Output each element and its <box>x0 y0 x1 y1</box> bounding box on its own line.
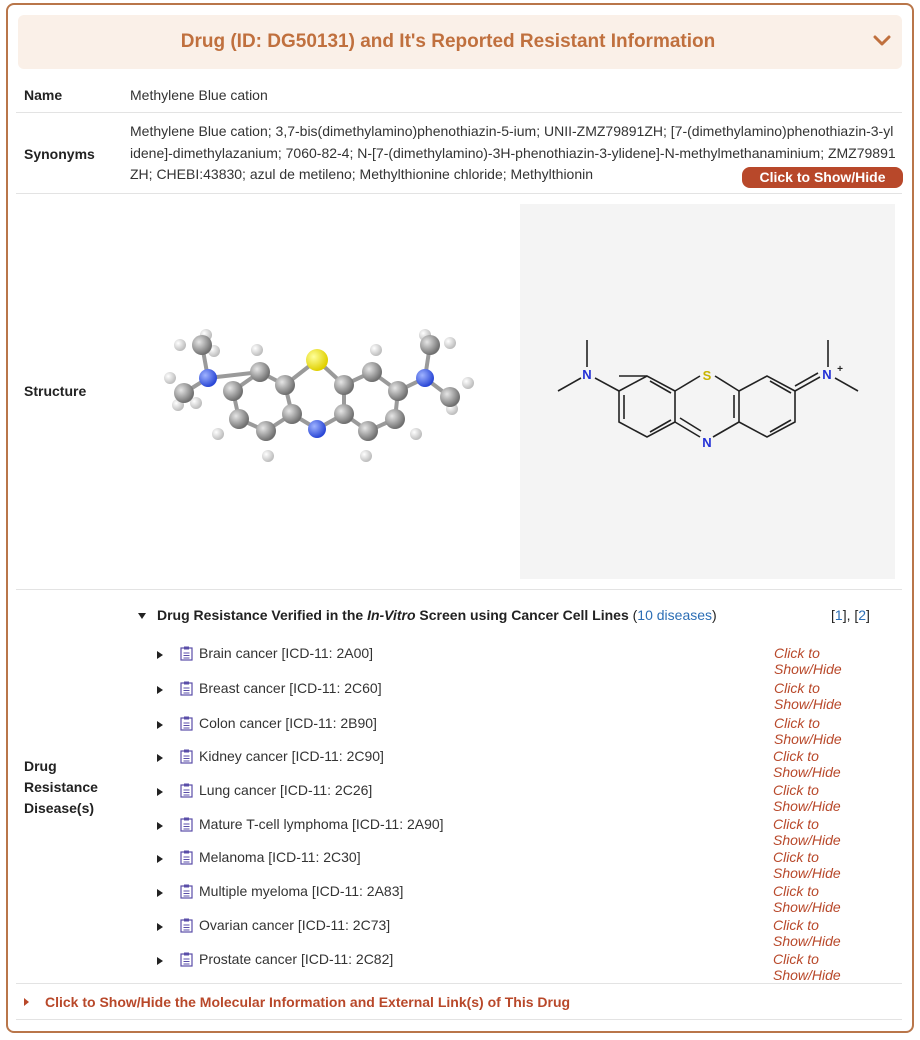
ref-link-2[interactable]: 2 <box>858 607 867 623</box>
disease-toggle-link[interactable]: Click to Show/Hide <box>773 816 841 848</box>
divider <box>16 1019 902 1020</box>
caret-right-icon[interactable] <box>157 686 163 694</box>
document-icon <box>180 749 193 764</box>
document-icon <box>180 952 193 967</box>
disease-toggle-link[interactable]: Click to Show/Hide <box>773 883 841 915</box>
caret-right-icon[interactable] <box>157 957 163 965</box>
document-icon <box>180 817 193 832</box>
ref-bracket: [ <box>854 607 859 623</box>
divider <box>16 193 902 194</box>
ref-bracket: ], <box>842 607 855 623</box>
disease-row[interactable] <box>157 680 887 712</box>
disease-row[interactable] <box>157 645 887 677</box>
synonyms-toggle-button[interactable]: Click to Show/Hide <box>742 167 903 188</box>
resistance-label-line: Disease(s) <box>24 800 95 816</box>
disease-toggle-link[interactable]: Click to Show/Hide <box>773 917 841 949</box>
disease-row[interactable] <box>157 849 887 881</box>
disease-name: Ovarian cancer [ICD-11: 2C73] <box>199 917 391 933</box>
document-icon <box>180 681 193 696</box>
chevron-down-icon[interactable] <box>872 33 892 49</box>
disease-name: Colon cancer [ICD-11: 2B90] <box>199 715 377 731</box>
ref-bracket: [ <box>831 607 835 623</box>
document-icon <box>180 716 193 731</box>
caret-right-icon[interactable] <box>157 855 163 863</box>
disease-toggle-link[interactable]: Click to Show/Hide <box>774 645 842 677</box>
divider <box>16 983 902 984</box>
disease-count-link[interactable]: 10 diseases <box>637 607 713 623</box>
disease-row[interactable] <box>157 951 887 983</box>
document-icon <box>180 783 193 798</box>
section-title-emphasis: In-Vitro <box>367 607 416 623</box>
caret-down-icon[interactable] <box>138 613 146 619</box>
panel-header[interactable] <box>18 15 902 69</box>
structure-2d-image <box>520 204 895 579</box>
disease-toggle-link[interactable]: Click to Show/Hide <box>773 782 841 814</box>
disease-name: Lung cancer [ICD-11: 2C26] <box>199 782 373 798</box>
disease-name: Prostate cancer [ICD-11: 2C82] <box>199 951 394 967</box>
panel-title: Drug (ID: DG50131) and It's Reported Resistant Information <box>180 31 716 52</box>
resistance-label-line: Drug <box>24 758 57 774</box>
disease-toggle-link[interactable]: Click to Show/Hide <box>773 748 841 780</box>
document-icon <box>180 918 193 933</box>
caret-right-icon[interactable] <box>157 721 163 729</box>
resistance-label <box>24 756 98 819</box>
disease-name: Breast cancer [ICD-11: 2C60] <box>199 680 382 696</box>
synonyms-value: Methylene Blue cation; 3,7-bis(dimethylamino)phenothiazin-5-ium; UNII-ZMZ79891ZH; [7-(dimethylamino)phenothiazin-3-ylidene]-dimethylazanium; 7060-82-4; N-[7-(dimethylamino)-3H-phenothiazin-3-ylidene]-N-methylmethanaminium; ZMZ79891ZH; CHEBI:43830; azul de metileno; Methylthionine chloride; Methylthionin <box>130 123 896 182</box>
atom-n-right: N <box>822 367 832 382</box>
ref-bracket: ] <box>866 607 870 623</box>
synonyms-label: Synonyms <box>24 146 95 162</box>
atom-charge: + <box>837 364 843 375</box>
references <box>831 607 870 623</box>
disease-row[interactable] <box>157 782 887 814</box>
section-title-text: Screen using Cancer Cell Lines <box>415 607 629 623</box>
disease-row[interactable] <box>157 816 887 848</box>
disease-toggle-link[interactable]: Click to Show/Hide <box>773 849 841 881</box>
disease-toggle-link[interactable]: Click to Show/Hide <box>774 680 842 712</box>
disease-row[interactable] <box>157 883 887 915</box>
ref-link-1[interactable]: 1 <box>834 607 843 623</box>
caret-right-icon[interactable] <box>24 998 29 1006</box>
structure-label: Structure <box>24 383 87 399</box>
name-value: Methylene Blue cation <box>130 87 268 103</box>
atom-n-left: N <box>582 367 592 382</box>
disease-name: Brain cancer [ICD-11: 2A00] <box>199 645 374 661</box>
resistance-section-title[interactable] <box>157 607 717 623</box>
disease-row[interactable] <box>157 715 887 747</box>
document-icon <box>180 884 193 899</box>
disease-name: Mature T-cell lymphoma [ICD-11: 2A90] <box>199 816 444 832</box>
resistance-label-line: Resistance <box>24 779 98 795</box>
disease-row[interactable] <box>157 917 887 949</box>
caret-right-icon[interactable] <box>157 651 163 659</box>
name-label: Name <box>24 87 63 103</box>
caret-right-icon[interactable] <box>157 788 163 796</box>
caret-right-icon[interactable] <box>157 889 163 897</box>
count-paren: ( <box>628 607 638 623</box>
disease-name: Melanoma [ICD-11: 2C30] <box>199 849 361 865</box>
molecular-info-toggle-link[interactable]: Click to Show/Hide the Molecular Information and External Link(s) of This Drug <box>45 994 571 1010</box>
divider <box>16 589 902 590</box>
caret-right-icon[interactable] <box>157 923 163 931</box>
structure-3d-image <box>140 315 480 475</box>
disease-name: Multiple myeloma [ICD-11: 2A83] <box>199 883 404 899</box>
section-title-text: Drug Resistance Verified in the <box>157 607 368 623</box>
disease-name: Kidney cancer [ICD-11: 2C90] <box>199 748 384 764</box>
atom-s: S <box>702 368 712 383</box>
disease-toggle-link[interactable]: Click to Show/Hide <box>773 951 841 983</box>
divider <box>16 112 902 113</box>
caret-right-icon[interactable] <box>157 822 163 830</box>
disease-toggle-link[interactable]: Click to Show/Hide <box>774 715 842 747</box>
document-icon <box>180 646 193 661</box>
document-icon <box>180 850 193 865</box>
count-paren: ) <box>712 607 717 623</box>
caret-right-icon[interactable] <box>157 754 163 762</box>
disease-row[interactable] <box>157 748 887 780</box>
atom-n-ring: N <box>702 435 712 450</box>
